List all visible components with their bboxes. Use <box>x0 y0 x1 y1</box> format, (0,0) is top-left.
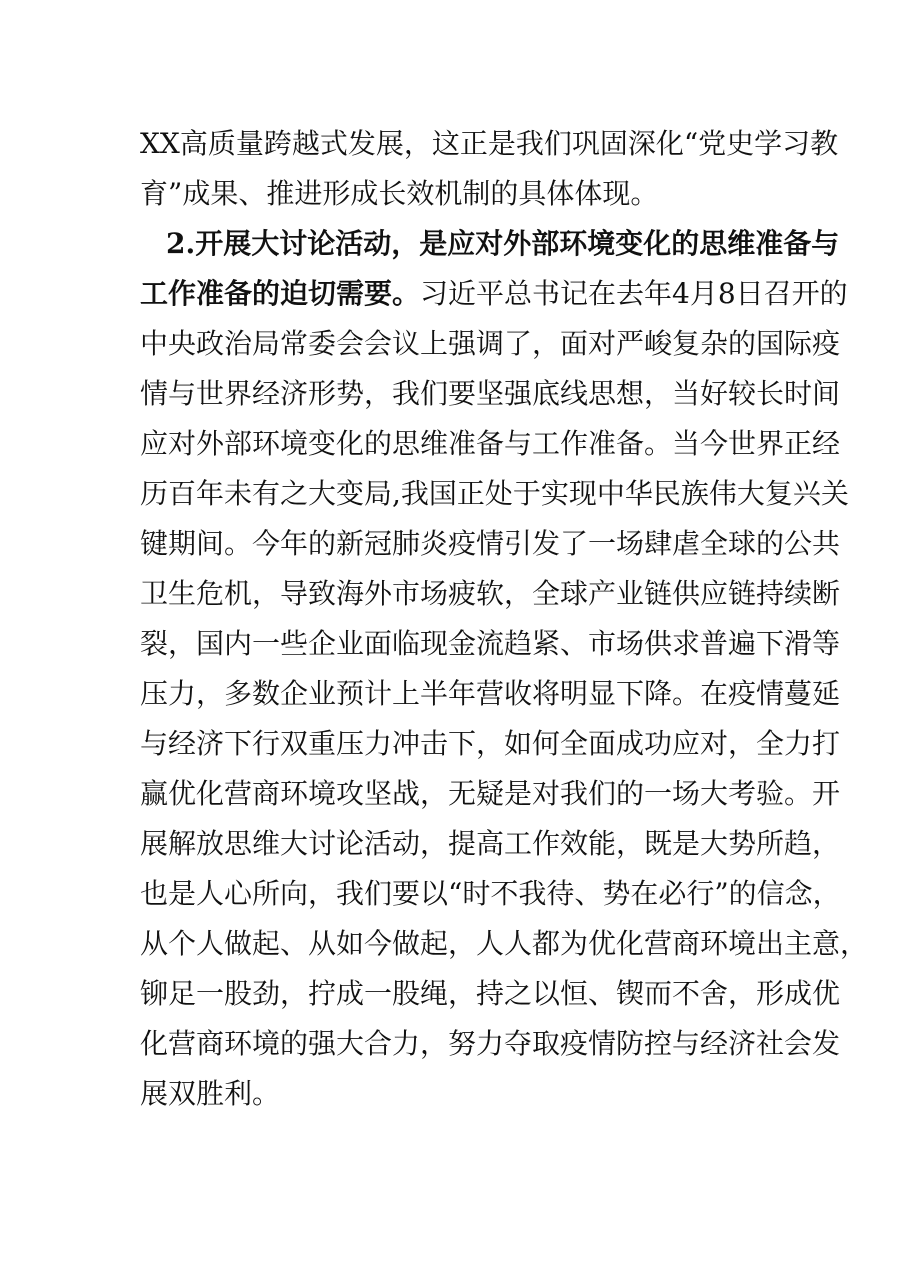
paragraph-line: 压力，多数企业预计上半年营收将明显下降。在疫情蔓延 <box>140 677 841 710</box>
section-heading-line: 2.开展大讨论活动，是应对外部环境变化的思维准备与 <box>166 227 840 260</box>
paragraph-line: 情与世界经济形势，我们要坚强底线思想，当好较长时间 <box>140 377 841 410</box>
paragraph-line: 化营商环境的强大合力，努力夺取疫情防控与经济社会发 <box>140 1027 841 1060</box>
paragraph-line: 铆足一股劲，拧成一股绳，持之以恒、锲而不舍，形成优 <box>140 977 841 1010</box>
paragraph-line: 从个人做起、从如今做起，人人都为优化营商环境出主意， <box>140 927 869 960</box>
paragraph-line: 卫生危机，导致海外市场疲软，全球产业链供应链持续断 <box>140 577 841 610</box>
paragraph-line: 展解放思维大讨论活动，提高工作效能，既是大势所趋， <box>140 827 841 860</box>
paragraph-line: 键期间。今年的新冠肺炎疫情引发了一场肆虐全球的公共 <box>140 527 841 560</box>
paragraph-line: 与经济下行双重压力冲击下，如何全面成功应对，全力打 <box>140 727 841 760</box>
paragraph-text: 习近平总书记在去年4月8日召开的 <box>420 277 848 310</box>
paragraph-line: 也是人心所向，我们要以“时不我待、势在必行”的信念， <box>140 877 841 910</box>
paragraph-line: 应对外部环境变化的思维准备与工作准备。当今世界正经 <box>140 427 841 460</box>
paragraph-line: 中央政治局常委会会议上强调了，面对严峻复杂的国际疫 <box>140 327 841 360</box>
paragraph-line: 育”成果、推进形成长效机制的具体体现。 <box>140 177 659 210</box>
paragraph-line: 赢优化营商环境攻坚战，无疑是对我们的一场大考验。开 <box>140 777 841 810</box>
paragraph-line: XX高质量跨越式发展，这正是我们巩固深化“党史学习教 <box>140 127 839 160</box>
paragraph-line: 裂，国内一些企业面临现金流趋紧、市场供求普遍下滑等 <box>140 627 841 660</box>
section-heading-tail: 工作准备的迫切需要。 <box>140 277 421 310</box>
paragraph-line: 历百年未有之大变局,我国正处于实现中华民族伟大复兴关 <box>140 477 849 510</box>
section-heading-line-continued <box>140 269 848 319</box>
paragraph-line: 展双胜利。 <box>140 1077 281 1110</box>
